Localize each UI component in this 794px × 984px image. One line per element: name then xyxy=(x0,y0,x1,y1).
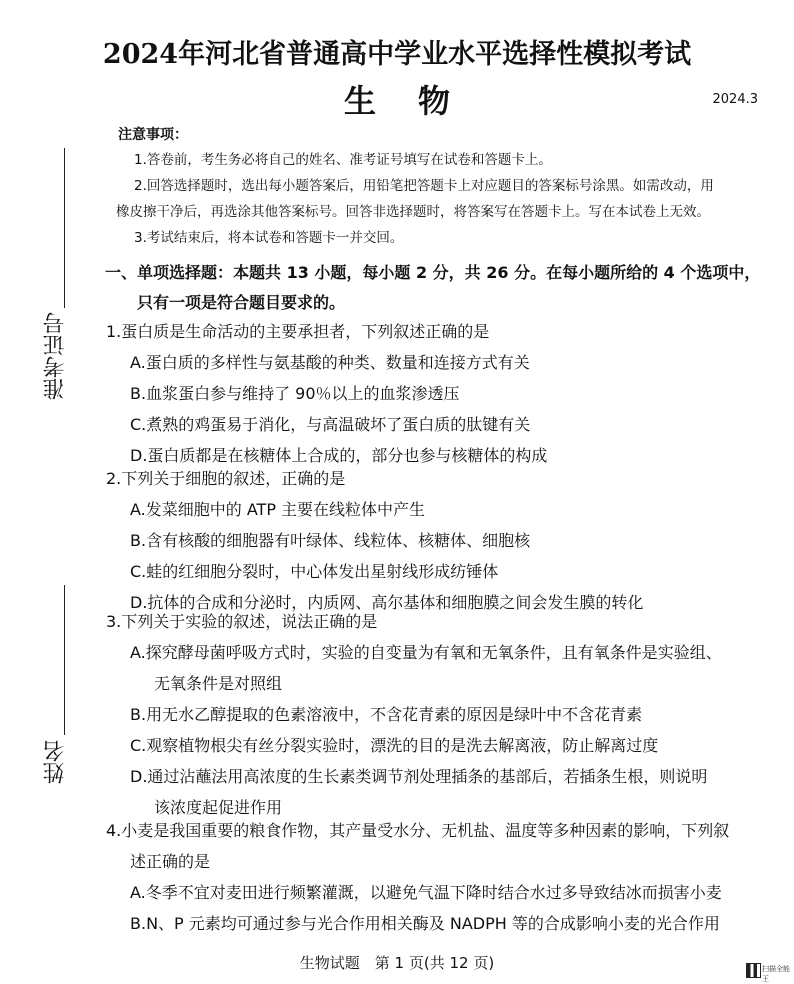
notice-item-2-cont: 橡皮擦干净后，再选涂其他答案标号。回答非选择题时，将答案写在答题卡上。写在本试卷上无效。 xyxy=(116,204,710,220)
subject-title: 生物 xyxy=(343,82,492,120)
name-underline xyxy=(64,585,65,735)
notice-list xyxy=(116,147,780,251)
option-b: B.N、P 元素均可通过参与光合作用相关酶及 NADPH 等的合成影响小麦的光合作用 xyxy=(130,914,720,933)
option-a: A.冬季不宜对麦田进行频繁灌溉，以避免气温下降时结合水过多导致结冰而损害小麦 xyxy=(130,883,722,902)
qr-code-icon xyxy=(746,963,761,978)
option-c: C.煮熟的鸡蛋易于消化，与高温破坏了蛋白质的肽键有关 xyxy=(130,415,531,434)
question-stem: 4.小麦是我国重要的粮食作物，其产量受水分、无机盐、温度等多种因素的影响，下列叙 xyxy=(106,821,730,840)
question-3 xyxy=(106,606,786,823)
question-stem-cont: 述正确的是 xyxy=(130,852,211,871)
option-c: C.蛙的红细胞分裂时，中心体发出星射线形成纺锤体 xyxy=(130,562,499,581)
question-stem: 3.下列关于实验的叙述，说法正确的是 xyxy=(106,612,378,631)
option-c: C.观察植物根尖有丝分裂实验时，漂洗的目的是洗去解离液，防止解离过度 xyxy=(130,736,659,755)
option-a: A.蛋白质的多样性与氨基酸的种类、数量和连接方式有关 xyxy=(130,353,530,372)
exam-id-label: 准考证号 xyxy=(43,312,68,400)
option-a: A.发菜细胞中的 ATP 主要在线粒体中产生 xyxy=(130,500,426,519)
scan-watermark: 扫描全能王 xyxy=(762,965,790,983)
notice-item-3: 3.考试结束后，将本试卷和答题卡一并交回。 xyxy=(134,230,404,246)
notice-item-1: 1.答卷前，考生务必将自己的姓名、准考证号填写在试卷和答题卡上。 xyxy=(134,152,552,168)
option-d-cont: 该浓度起促进作用 xyxy=(154,798,283,817)
section-heading-line1: 一、单项选择题：本题共 13 小题，每小题 2 分，共 26 分。在每小题所给的 4 个选项中， xyxy=(105,263,761,282)
option-a-cont: 无氧条件是对照组 xyxy=(154,674,283,693)
notice-heading: 注意事项： xyxy=(118,127,188,143)
option-b: B.用无水乙醇提取的色素溶液中，不含花青素的原因是绿叶中不含花青素 xyxy=(130,705,643,724)
section-heading-line2: 只有一项是符合题目要求的。 xyxy=(137,293,346,312)
section-heading xyxy=(105,258,785,318)
question-stem: 2.下列关于细胞的叙述，正确的是 xyxy=(106,469,346,488)
notice-item-2: 2.回答选择题时，选出每小题答案后，用铅笔把答题卡上对应题目的答案标号涂黑。如需改动，用 xyxy=(134,178,714,194)
option-d: D.通过沾蘸法用高浓度的生长素类调节剂处理插条的基部后，若插条生根，则说明 xyxy=(130,767,708,786)
question-2 xyxy=(106,463,786,618)
option-a: A.探究酵母菌呼吸方式时，实验的自变量为有氧和无氧条件，且有氧条件是实验组、 xyxy=(130,643,722,662)
question-stem: 1.蛋白质是生命活动的主要承担者，下列叙述正确的是 xyxy=(106,322,490,341)
option-d: D.蛋白质都是在核糖体上合成的，部分也参与核糖体的构成 xyxy=(130,446,548,465)
option-b: B.血浆蛋白参与维持了 90％以上的血浆渗透压 xyxy=(130,384,460,403)
exam-date: 2024.3 xyxy=(712,92,758,107)
option-b: B.含有核酸的细胞器有叶绿体、线粒体、核糖体、细胞核 xyxy=(130,531,531,550)
option-d: D.抗体的合成和分泌时，内质网、高尔基体和细胞膜之间会发生膜的转化 xyxy=(130,593,644,612)
exam-id-underline xyxy=(64,148,65,308)
question-1 xyxy=(106,316,786,471)
name-label: 姓名 xyxy=(43,740,68,784)
question-4 xyxy=(106,815,786,939)
page-footer: 生物试题 第 1 页(共 12 页) xyxy=(299,954,495,972)
exam-title: 2024年河北省普通高中学业水平选择性模拟考试 xyxy=(102,39,692,70)
